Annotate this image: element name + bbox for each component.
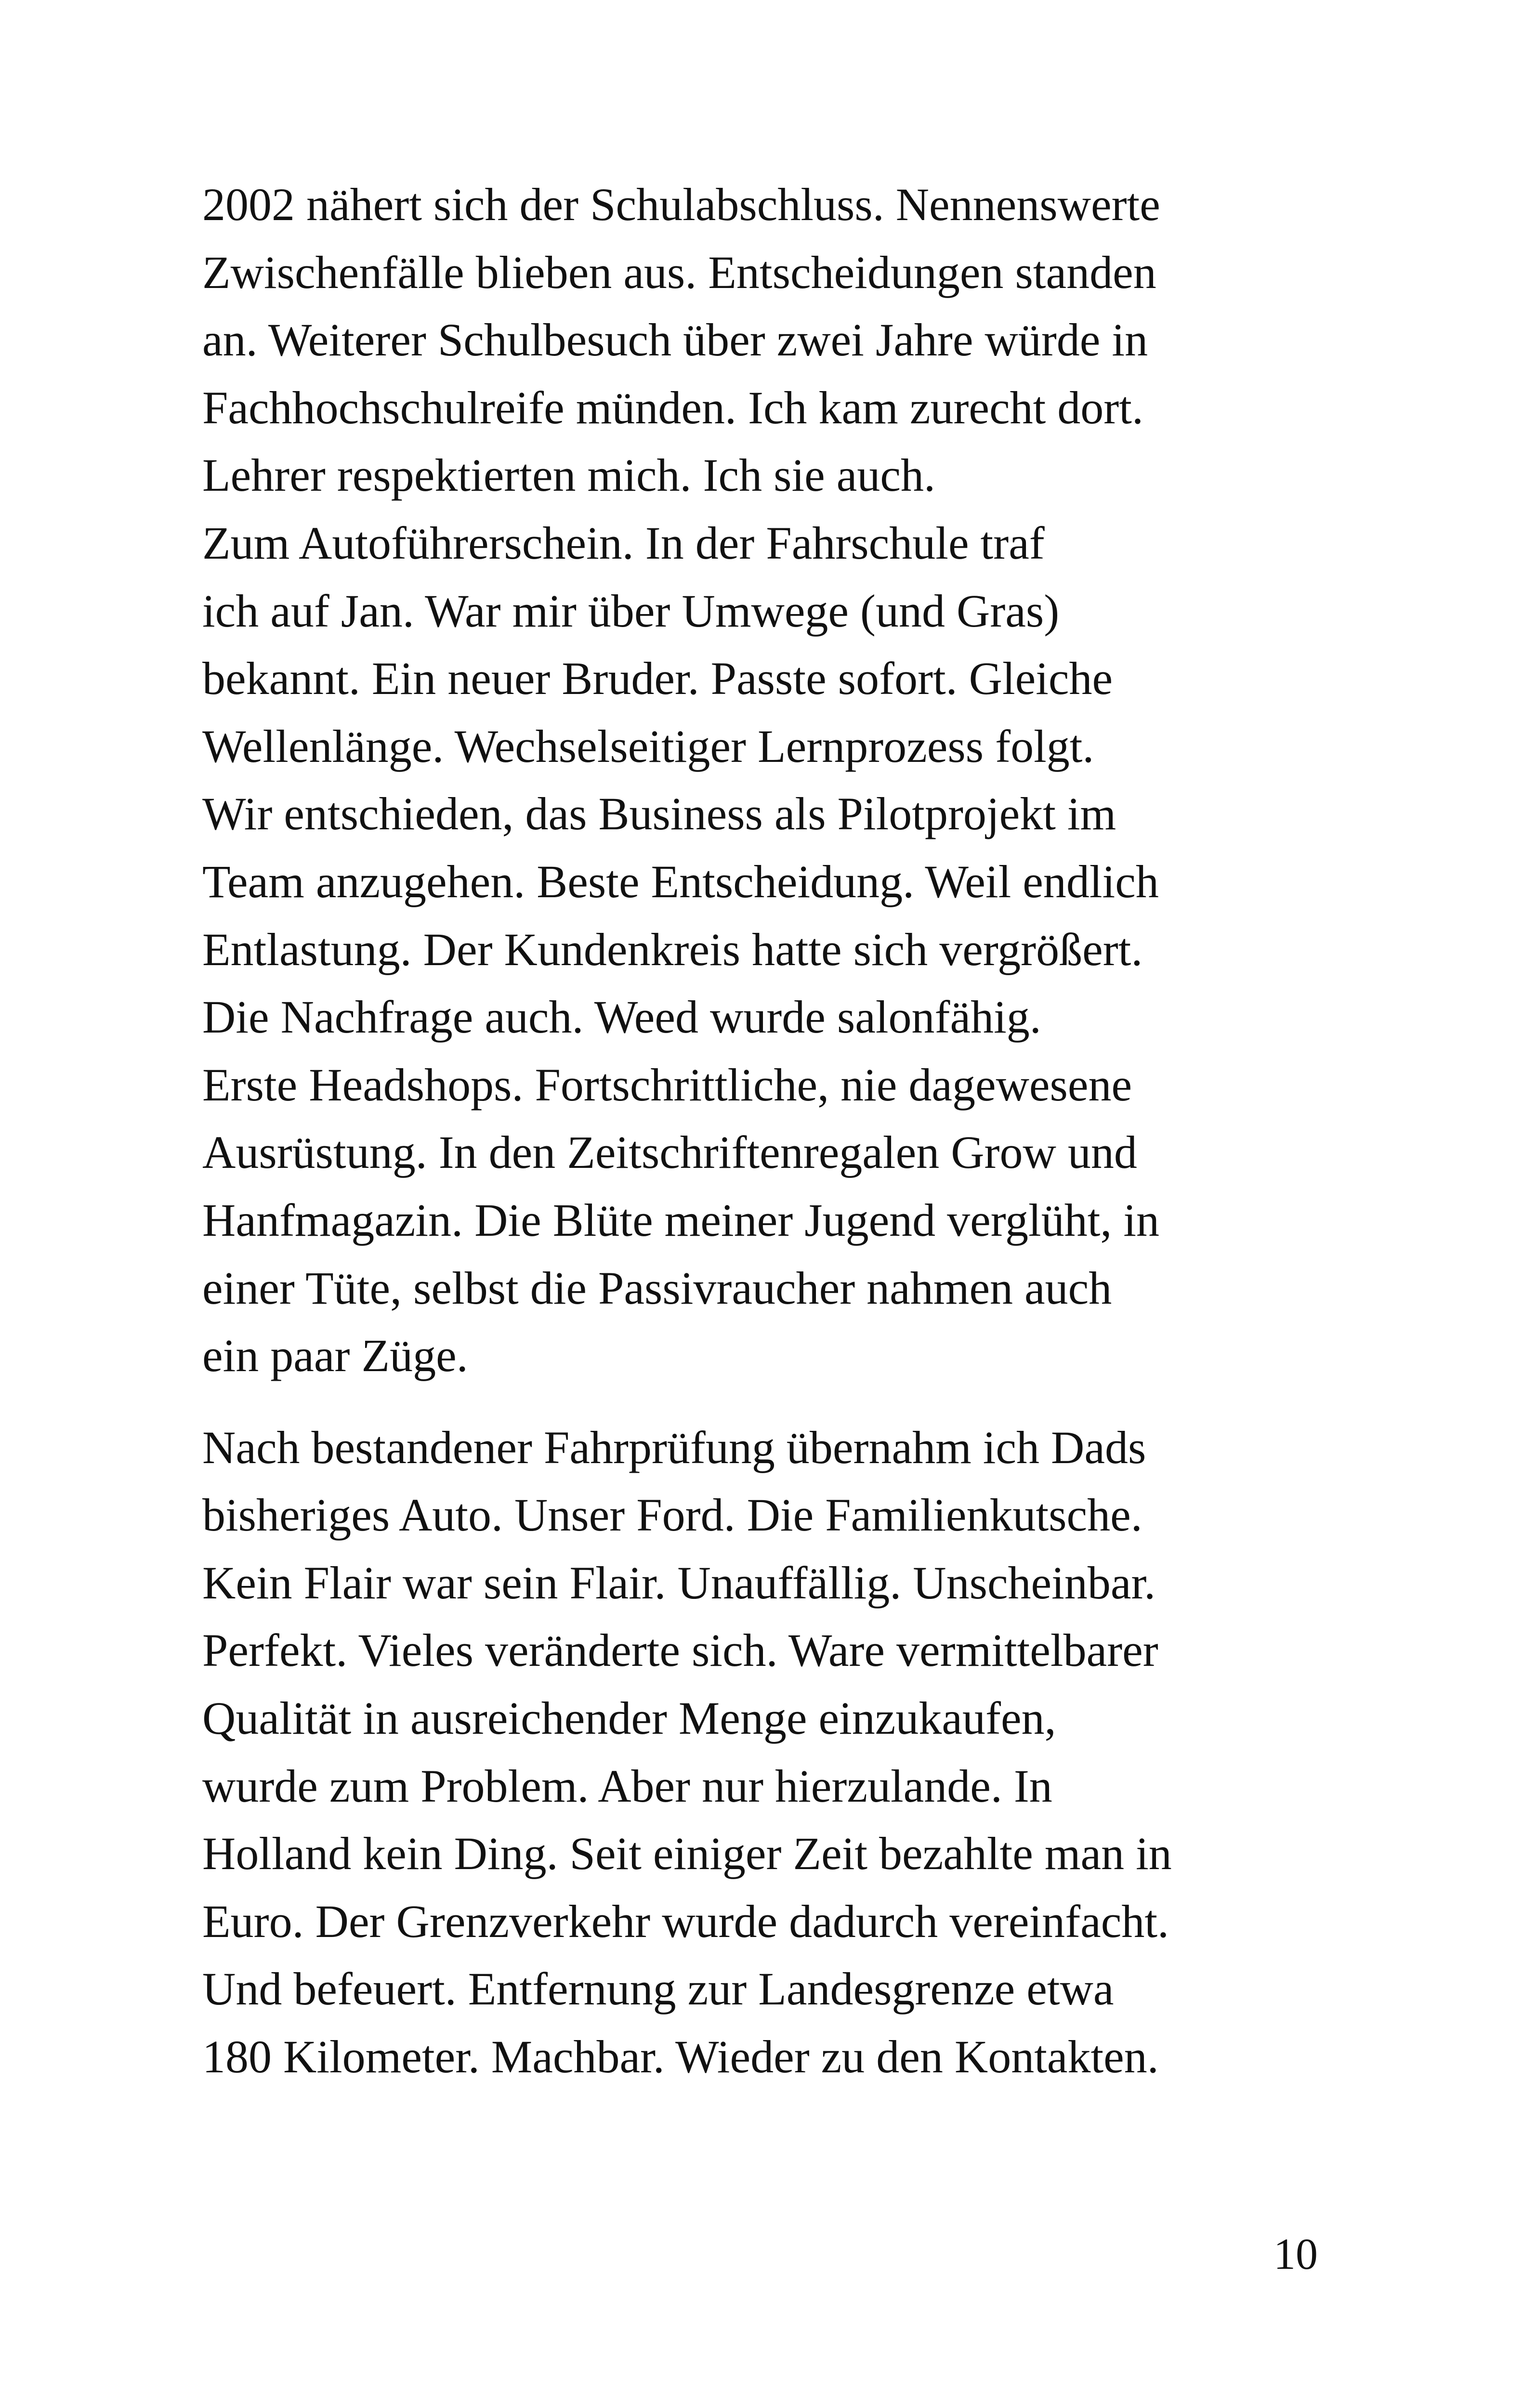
text-line: ein paar Züge. <box>202 1330 468 1382</box>
text-line: bekannt. Ein neuer Bruder. Passte sofort. Gleiche <box>202 653 1113 705</box>
paragraph-spacing <box>202 1390 1358 1414</box>
text-line: Qualität in ausreichender Menge einzukaufen, <box>202 1692 1056 1744</box>
text-line: Ausrüstung. In den Zeitschriftenregalen Grow und <box>202 1126 1137 1178</box>
text-line: wurde zum Problem. Aber nur hierzulande. In <box>202 1760 1052 1812</box>
text-line: Kein Flair war sein Flair. Unauffällig. Unscheinbar. <box>202 1557 1156 1609</box>
text-line: bisheriges Auto. Unser Ford. Die Familienkutsche. <box>202 1489 1142 1541</box>
text-line: Fachhochschulreife münden. Ich kam zurecht dort. <box>202 381 1143 433</box>
text-line: Wellenlänge. Wechselseitiger Lernprozess folgt. <box>202 720 1094 772</box>
page-number: 10 <box>1273 2229 1318 2278</box>
text-line: 2002 nähert sich der Schulabschluss. Nennenswerte <box>202 179 1160 230</box>
text-line: Erste Headshops. Fortschrittliche, nie dagewesene <box>202 1059 1132 1111</box>
text-line: Entlastung. Der Kundenkreis hatte sich vergrößert. <box>202 923 1143 975</box>
paragraph-2 <box>202 1414 1358 2091</box>
text-line: 180 Kilometer. Machbar. Wieder zu den Kontakten. <box>202 2031 1159 2083</box>
text-line: Zum Autoführerschein. In der Fahrschule traf <box>202 517 1045 569</box>
text-line: Zwischenfälle blieben aus. Entscheidungen standen <box>202 246 1156 298</box>
text-line: Perfekt. Vieles veränderte sich. Ware vermittelbarer <box>202 1624 1158 1676</box>
text-line: Und befeuert. Entfernung zur Landesgrenze etwa <box>202 1963 1114 2015</box>
text-line: Team anzugehen. Beste Entscheidung. Weil endlich <box>202 855 1159 907</box>
text-line: Die Nachfrage auch. Weed wurde salonfähig. <box>202 991 1041 1043</box>
text-line: Holland kein Ding. Seit einiger Zeit bezahlte man in <box>202 1828 1172 1880</box>
text-line: an. Weiterer Schulbesuch über zwei Jahre würde in <box>202 314 1148 366</box>
text-line: ich auf Jan. War mir über Umwege (und Gras) <box>202 585 1060 637</box>
text-line: Euro. Der Grenzverkehr wurde dadurch vereinfacht. <box>202 1895 1169 1947</box>
body-text <box>202 171 1358 2091</box>
text-line: einer Tüte, selbst die Passivraucher nahmen auch <box>202 1262 1112 1314</box>
text-line: Hanfmagazin. Die Blüte meiner Jugend verglüht, in <box>202 1194 1160 1246</box>
text-line: Lehrer respektierten mich. Ich sie auch. <box>202 449 935 501</box>
paragraph-1 <box>202 171 1358 1390</box>
text-line: Nach bestandener Fahrprüfung übernahm ich Dads <box>202 1421 1146 1473</box>
text-line: Wir entschieden, das Business als Pilotprojekt im <box>202 788 1116 840</box>
